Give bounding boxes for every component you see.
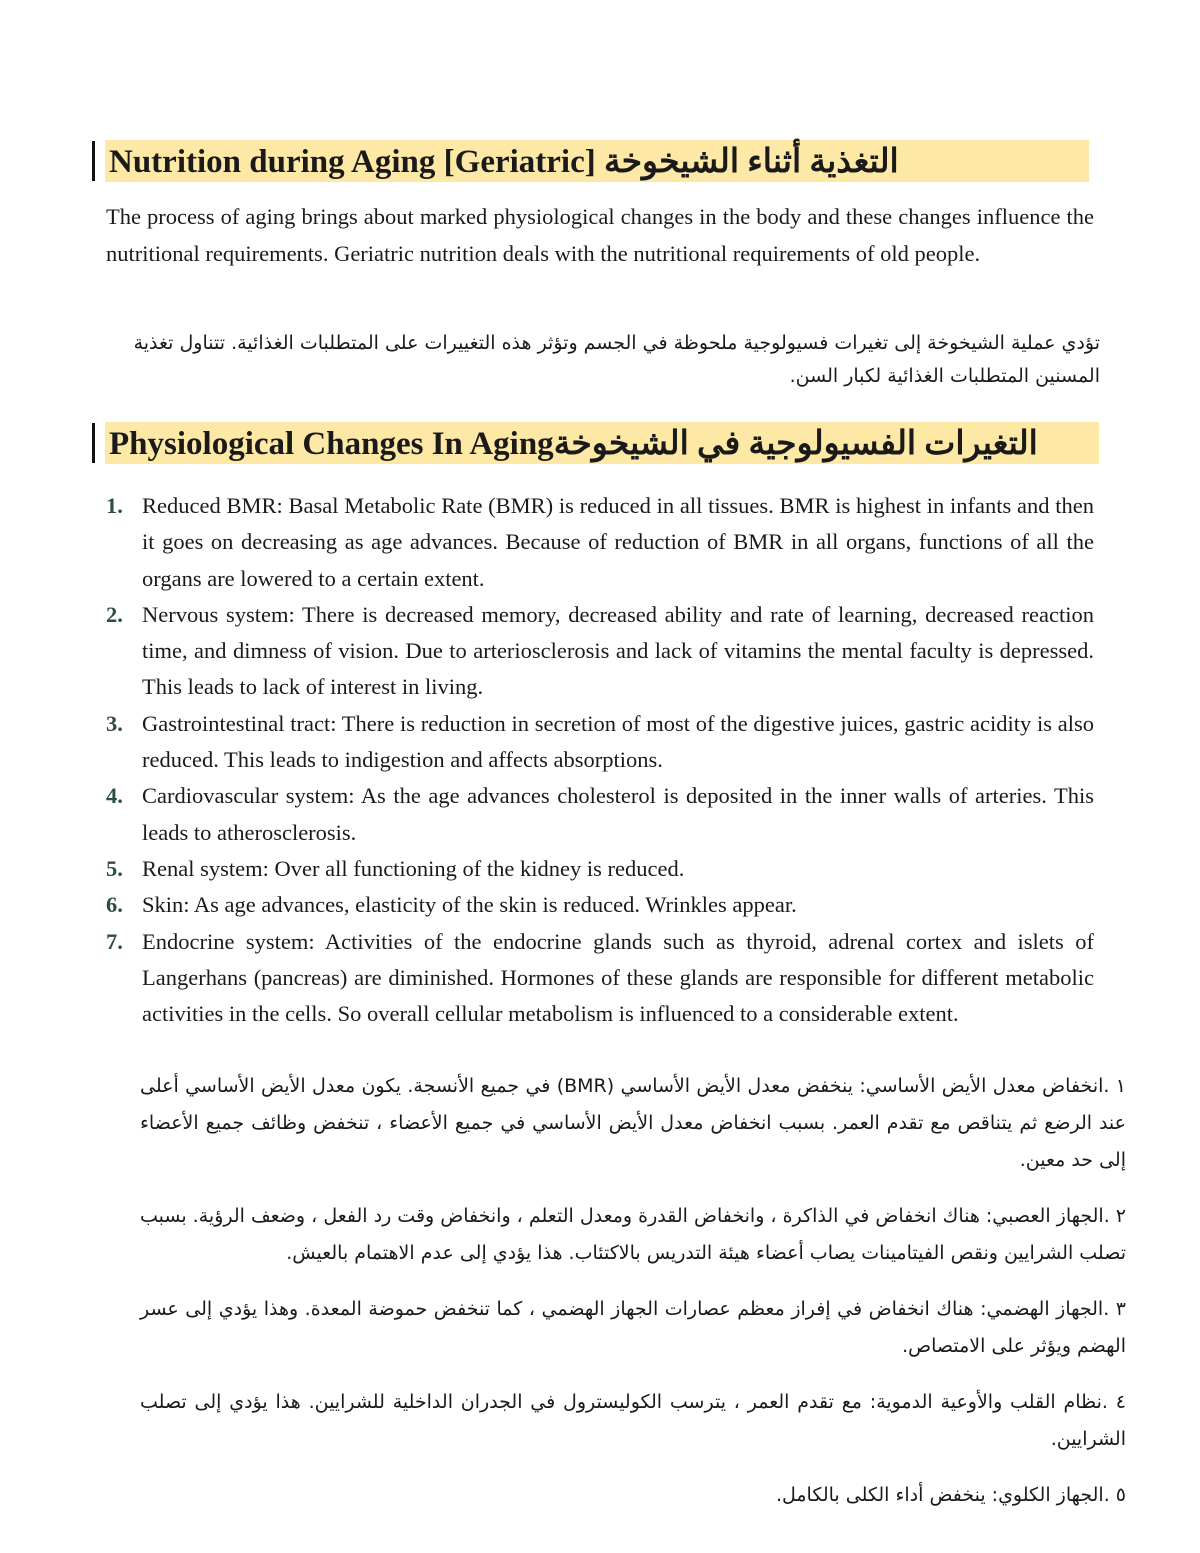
list-item-arabic: ٥ .الجهاز الكلوي: ينخفض أداء الكلى بالكامل. [775,1484,1126,1506]
list-number: 5. [106,855,123,881]
heading-highlight [105,140,1089,182]
changes-list-arabic [140,1068,1126,1518]
list-number: 4. [106,783,123,809]
section-heading-physiological-changes [92,420,1099,466]
list-item-text: Cardiovascular system: As the age advances cholesterol is deposited in the inner walls of arteries. This leads to atherosclerosis. [142,783,1094,845]
list-item-arabic: ٣ .الجهاز الهضمي: هناك انخفاض في إفراز معظم عصارات الجهاز الهضمي ، كما تنخفض حموضة المعدة. وهذا يؤدي إلى عسر الهضم ويؤثر على الامتصاص. [140,1298,1126,1357]
list-number: 7. [106,928,123,954]
list-item [106,706,1094,779]
list-item-text: Nervous system: There is decreased memory, decreased ability and rate of learning, decreased reaction time, and dimness of vision. Due to arteriosclerosis and lack of vitamins the mental faculty is depressed. This leads to lack of interest in living. [142,601,1094,700]
list-number: 6. [106,892,123,918]
heading-margin-bar [92,423,95,463]
list-item-text: Skin: As age advances, elasticity of the skin is reduced. Wrinkles appear. [142,892,797,918]
list-item-arabic: ٢ .الجهاز العصبي: هناك انخفاض في الذاكرة ، وانخفاض القدرة ومعدل التعلم ، وانخفاض وقت رد الفعل ، وضعف الرؤية. بسبب تصلب الشرايين ونقص الفيتامينات يصاب أعضاء هيئة التدريس بالاكتئاب. هذا يؤدي إلى عدم الاهتمام بالعيش. [140,1205,1126,1264]
intro-paragraph-arabic: تؤدي عملية الشيخوخة إلى تغيرات فسيولوجية ملحوظة في الجسم وتؤثر هذه التغييرات على المتطلبات الغذائية. تتناول تغذية المسنين المتطلبات الغذائية لكبار السن. [133,332,1100,387]
section-heading-nutrition [92,138,1089,184]
intro-paragraph-english: The process of aging brings about marked physiological changes in the body and these changes influence the nutritional requirements. Geriatric nutrition deals with the nutritional requirements of old people. [106,204,1094,266]
list-item [106,887,1094,923]
list-number: 3. [106,710,123,736]
list-item-arabic: ١ .انخفاض معدل الأيض الأساسي: ينخفض معدل الأيض الأساسي (BMR) في جميع الأنسجة. يكون معدل الأيض الأساسي أعلى عند الرضع ثم يتناقص مع تقدم العمر. بسبب انخفاض معدل الأيض الأساسي في جميع الأعضاء ، تنخفض وظائف جميع الأعضاء إلى حد معين. [140,1075,1126,1171]
list-item-text: Reduced BMR: Basal Metabolic Rate (BMR) is reduced in all tissues. BMR is highest in infants and then it goes on decreasing as age advances. Because of reduction of BMR in all organs, functions of all the organs are lowered to a certain extent. [142,493,1094,591]
changes-list-english [106,488,1094,1032]
list-item-text: Endocrine system: Activities of the endocrine glands such as thyroid, adrenal cortex and islets of Langerhans (pancreas) are diminished. Hormones of these glands are responsible for different metabolic activities in the cells. So overall cellular metabolism is influenced to a considerable extent. [142,928,1094,1027]
heading-highlight [105,422,1099,464]
list-item [106,597,1094,706]
list-item-text: Gastrointestinal tract: There is reduction in secretion of most of the digestive juices, gastric acidity is also reduced. This leads to indigestion and affects absorptions. [142,710,1094,773]
list-item-text: Renal system: Over all functioning of the kidney is reduced. [142,855,685,881]
list-item [106,924,1094,1033]
list-item-arabic: ٤ .نظام القلب والأوعية الدموية: مع تقدم العمر ، يترسب الكوليسترول في الجدران الداخلية للشرايين. هذا يؤدي إلى تصلب الشرايين. [140,1391,1126,1450]
list-number: 2. [106,601,123,627]
list-number: 1. [106,493,123,518]
list-item [106,778,1094,851]
list-item [106,488,1094,597]
heading-text: Physiological Changes In Agingالتغيرات الفسيولوجية في الشيخوخة [109,426,1038,462]
list-item [106,851,1094,887]
heading-text: Nutrition during Aging [Geriatric] التغذية أثناء الشيخوخة [109,144,899,180]
heading-margin-bar [92,141,95,181]
